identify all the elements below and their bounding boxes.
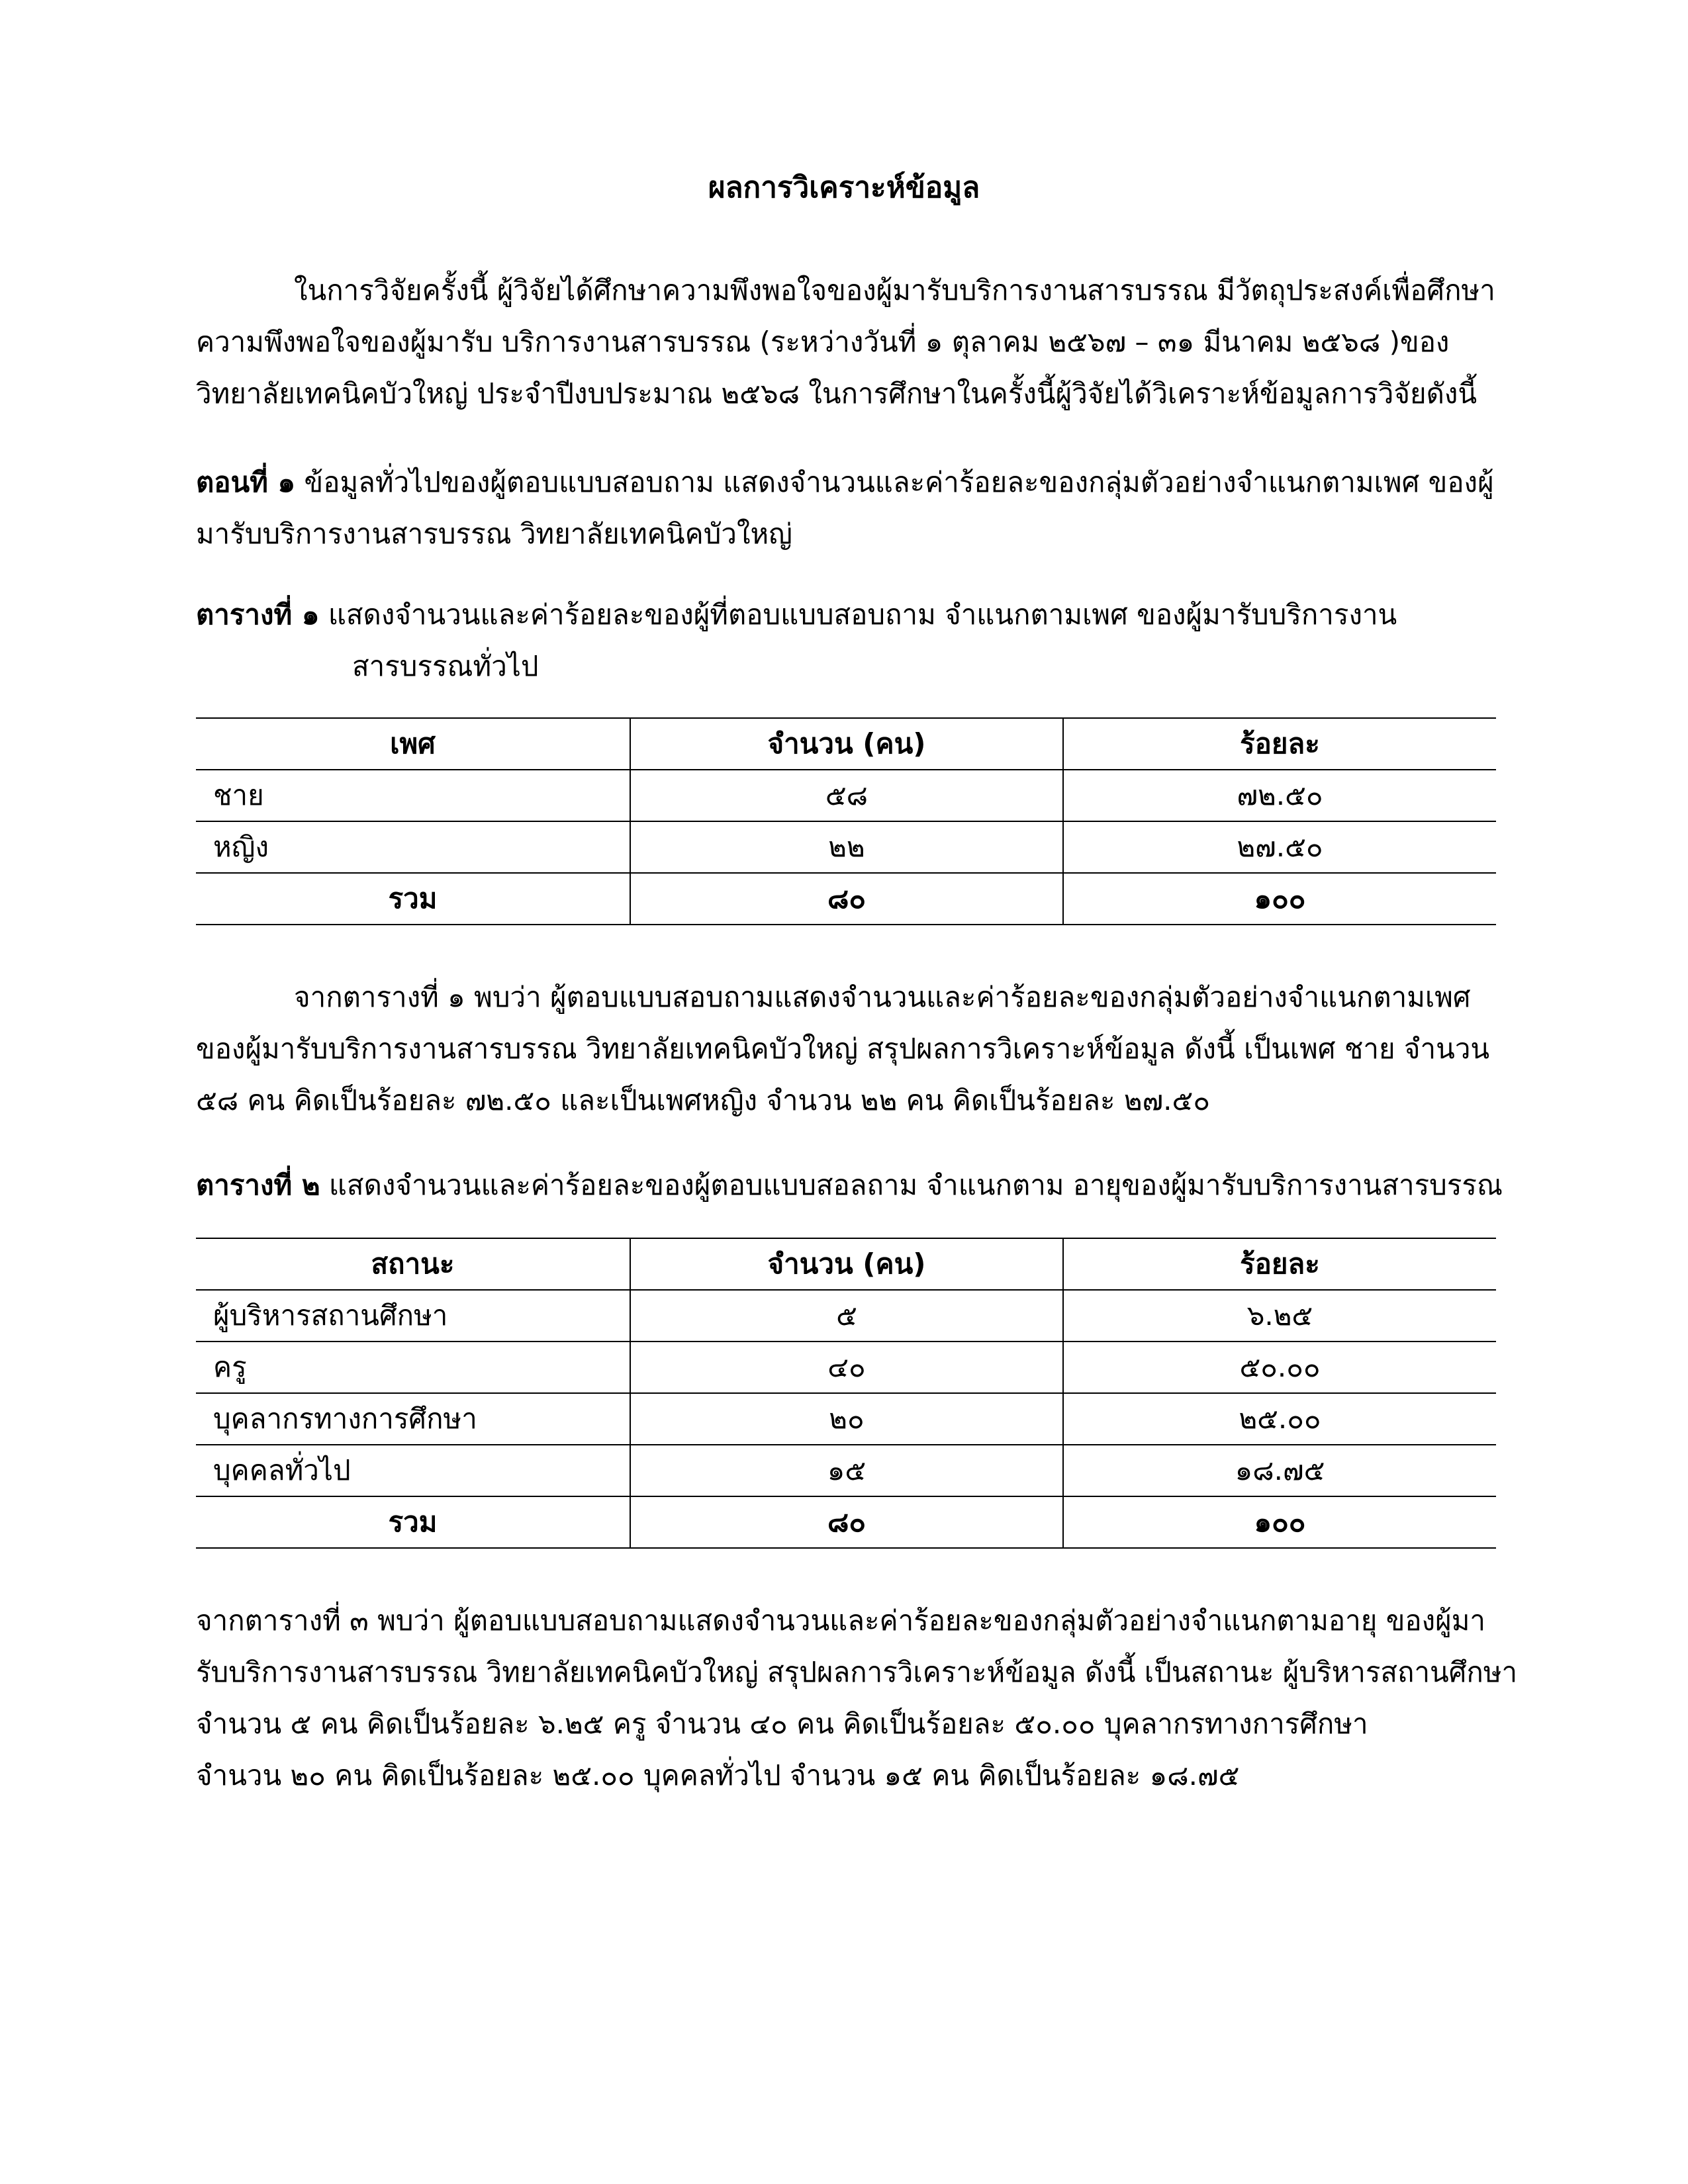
table1-caption-label: ตารางที่ ๑ [196,598,320,631]
table-cell: รวม [196,873,630,925]
table-row [196,1445,1496,1496]
table-cell: ๘๐ [630,873,1063,925]
intro-paragraph [196,265,1496,420]
table2-caption-line [196,1160,1503,1211]
table1-caption-line-2: สารบรรณทั่วไป [352,650,539,682]
table-row [196,1290,1496,1342]
table-header-cell: จำนวน (คน) [630,718,1063,770]
table-cell: ๑๐๐ [1063,873,1496,925]
summary2-paragraph [196,1595,1518,1801]
table-row [196,1393,1496,1445]
table-header-cell: ร้อยละ [1063,718,1496,770]
table-cell: ๕๘ [630,770,1063,821]
intro-line-1: ในการวิจัยครั้งนี้ ผู้วิจัยได้ศึกษาความพึงพอใจของผู้มารับบริการงานสารบรรณ มีวัตถุประสงค์เพื่อศึกษา [294,274,1495,306]
table-cell: ๑๘.๗๕ [1063,1445,1496,1496]
summary1-paragraph [196,972,1496,1126]
table-header-cell: เพศ [196,718,630,770]
table-row [196,1342,1496,1393]
summary2-line-1: จากตารางที่ ๓ พบว่า ผู้ตอบแบบสอบถามแสดงจำนวนและค่าร้อยละของกลุ่มตัวอย่างจำแนกตามอายุ ของผู้มา [196,1604,1486,1637]
table-header-row [196,718,1496,770]
table-cell: ๒๗.๕๐ [1063,821,1496,873]
table-total-row [196,1496,1496,1548]
table-cell: ๔๐ [630,1342,1063,1393]
table-cell: ๒๕.๐๐ [1063,1393,1496,1445]
table1-caption-line-1 [196,589,1496,641]
table2-caption-label: ตารางที่ ๒ [196,1169,320,1201]
table-cell: ๘๐ [630,1496,1063,1548]
summary1-line-2: ของผู้มารับบริการงานสารบรรณ วิทยาลัยเทคนิคบัวใหญ่ สรุปผลการวิเคราะห์ข้อมูล ดังนี้ เป็นเพศ ชาย จำนวน [196,1032,1490,1065]
part1-line-2: มารับบริการงานสารบรรณ วิทยาลัยเทคนิคบัวใหญ่ [196,518,792,550]
table1-caption [196,589,1496,692]
table-header-cell: จำนวน (คน) [630,1238,1063,1290]
status-table [196,1238,1496,1549]
part1-line-1 [196,457,1496,508]
table-cell: บุคคลทั่วไป [196,1445,630,1496]
gender-table [196,717,1496,925]
table-cell: หญิง [196,821,630,873]
table1-caption-text: แสดงจำนวนและค่าร้อยละของผู้ที่ตอบแบบสอบถาม จำแนกตามเพศ ของผู้มารับบริการงาน [319,598,1397,631]
table-cell: ๒๐ [630,1393,1063,1445]
table-cell: ๑๕ [630,1445,1063,1496]
page-title: ผลการวิเคราะห์ข้อมูล [708,171,980,205]
part1-text: ข้อมูลทั่วไปของผู้ตอบแบบสอบถาม แสดงจำนวนและค่าร้อยละของกลุ่มตัวอย่างจำแนกตามเพศ ของผู้ [295,466,1494,498]
summary2-line-4: จำนวน ๒๐ คน คิดเป็นร้อยละ ๒๕.๐๐ บุคคลทั่วไป จำนวน ๑๕ คน คิดเป็นร้อยละ ๑๘.๗๕ [196,1759,1240,1792]
table-cell: ๕ [630,1290,1063,1342]
table-header-row [196,1238,1496,1290]
part1-label: ตอนที่ ๑ [196,466,296,498]
table-row [196,770,1496,821]
table-cell: ชาย [196,770,630,821]
table-header-cell: ร้อยละ [1063,1238,1496,1290]
table-cell: ๖.๒๕ [1063,1290,1496,1342]
part1-paragraph [196,457,1496,560]
table-cell: ๒๒ [630,821,1063,873]
table-row [196,821,1496,873]
table-cell: บุคลากรทางการศึกษา [196,1393,630,1445]
table-cell: ๕๐.๐๐ [1063,1342,1496,1393]
summary1-line-3: ๕๘ คน คิดเป็นร้อยละ ๗๒.๕๐ และเป็นเพศหญิง จำนวน ๒๒ คน คิดเป็นร้อยละ ๒๗.๕๐ [196,1084,1210,1116]
table-cell: รวม [196,1496,630,1548]
summary2-line-2: รับบริการงานสารบรรณ วิทยาลัยเทคนิคบัวใหญ่ สรุปผลการวิเคราะห์ข้อมูล ดังนี้ เป็นสถานะ ผู้บริหารสถานศึกษา [196,1656,1518,1688]
table-cell: ๗๒.๕๐ [1063,770,1496,821]
table-total-row [196,873,1496,925]
table-cell: ผู้บริหารสถานศึกษา [196,1290,630,1342]
summary1-line-1: จากตารางที่ ๑ พบว่า ผู้ตอบแบบสอบถามแสดงจำนวนและค่าร้อยละของกลุ่มตัวอย่างจำแนกตามเพศ [294,981,1471,1013]
table2-caption-text: แสดงจำนวนและค่าร้อยละของผู้ตอบแบบสอลถาม จำแนกตาม อายุของผู้มารับบริการงานสารบรรณ [320,1169,1503,1201]
summary2-line-3: จำนวน ๕ คน คิดเป็นร้อยละ ๖.๒๕ ครู จำนวน ๔๐ คน คิดเป็นร้อยละ ๕๐.๐๐ บุคลากรทางการศึกษา [196,1707,1368,1740]
table2-caption [196,1160,1503,1211]
table-header-cell: สถานะ [196,1238,630,1290]
intro-line-3: วิทยาลัยเทคนิคบัวใหญ่ ประจำปีงบประมาณ ๒๕๖๘ ในการศึกษาในครั้งนี้ผู้วิจัยได้วิเคราะห์ข้อมูลการวิจัยดังนี้ [196,377,1477,410]
table-cell: ครู [196,1342,630,1393]
intro-line-2: ความพึงพอใจของผู้มารับ บริการงานสารบรรณ (ระหว่างวันที่ ๑ ตุลาคม ๒๕๖๗ – ๓๑ มีนาคม ๒๕๖๘ )ของ [196,326,1450,358]
table-cell: ๑๐๐ [1063,1496,1496,1548]
